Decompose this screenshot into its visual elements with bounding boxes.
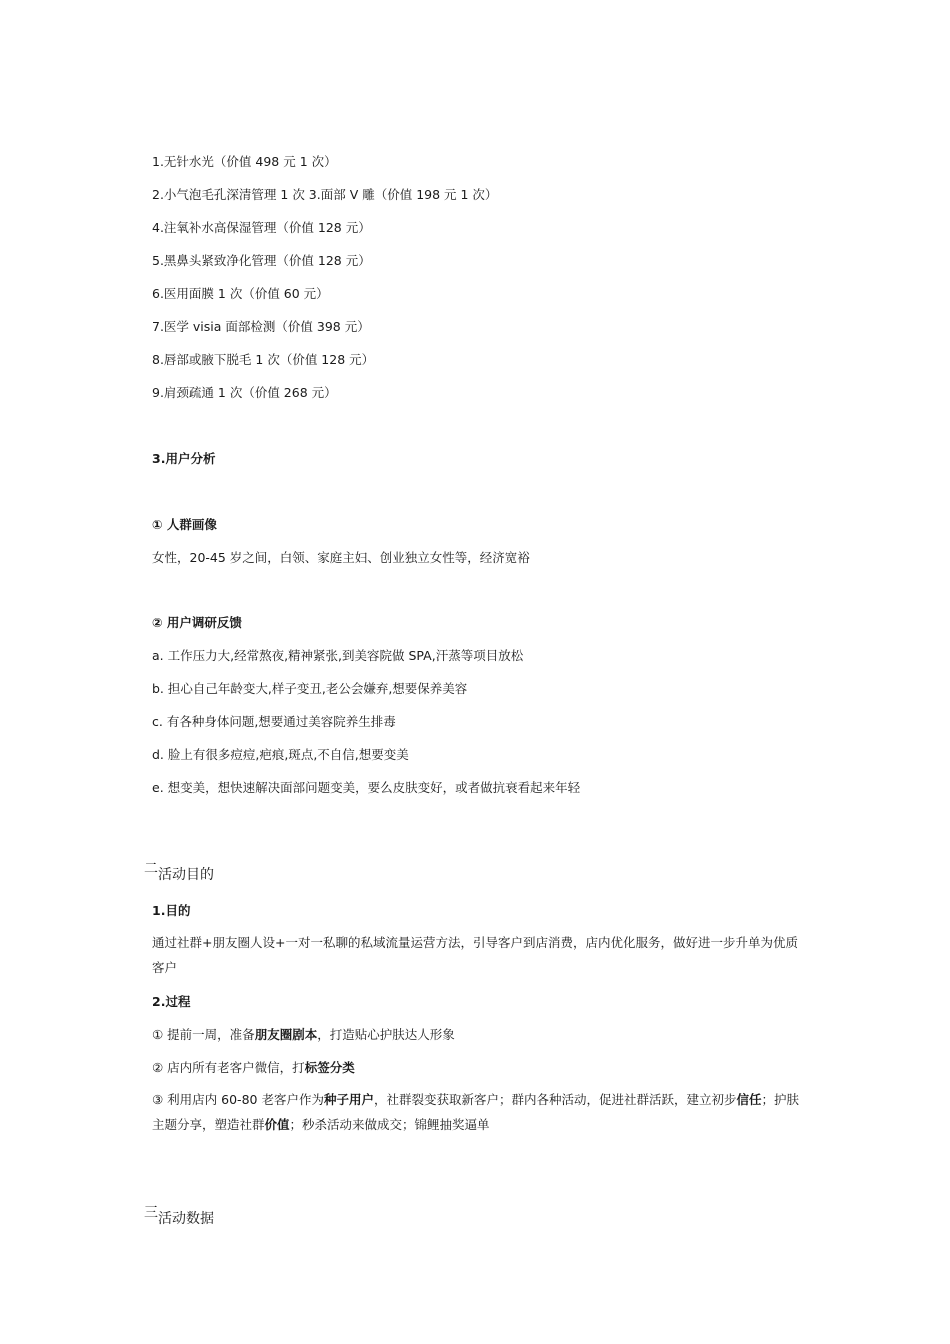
section-title: 活动目的 — [158, 867, 214, 883]
goal-title: 1.目的 — [152, 903, 191, 918]
item-8: 9.肩颈疏通 1 次（价值 268 元） — [152, 385, 337, 400]
feedback-item-e: e. 想变美，想快速解决面部问题变美，要么皮肤变好，或者做抗衰看起来年轻 — [152, 780, 581, 795]
feedback-item-a: a. 工作压力大,经常熬夜,精神紧张,到美容院做 SPA,汗蒸等项目放松 — [152, 648, 524, 663]
step1-text-end: ，打造贴心护肤达人形象 — [317, 1027, 455, 1042]
section-number: 三 — [144, 1205, 158, 1221]
step2-highlight: 标签分类 — [304, 1060, 355, 1075]
step3-text-e: ；护肤主题分享，塑造社群 — [152, 1092, 800, 1132]
step1-text: ① 提前一周，准备 — [152, 1027, 255, 1042]
item-1: 1.无针水光（价值 498 元 1 次） — [152, 154, 337, 169]
section-heading-3 — [144, 1205, 214, 1228]
portrait-text: 女性，20-45 岁之间，白领、家庭主妇、创业独立女性等，经济宽裕 — [152, 550, 530, 565]
section-number: 二 — [144, 861, 158, 877]
user-analysis-title: 3.用户分析 — [152, 451, 216, 466]
item-7: 8.唇部或腋下脱毛 1 次（价值 128 元） — [152, 352, 375, 367]
portrait-title: ① 人群画像 — [152, 517, 217, 532]
process-step-1 — [152, 1027, 455, 1043]
section-title: 活动数据 — [158, 1211, 214, 1227]
feedback-title: ② 用户调研反馈 — [152, 615, 242, 630]
goal-text: 通过社群+朋友圈人设+一对一私聊的私域流量运营方法，引导客户到店消费，店内优化服务，做好进一步升单为优质客户 — [152, 935, 798, 975]
item-6: 7.医学 visia 面部检测（价值 398 元） — [152, 319, 370, 334]
step3-text-g: ；秒杀活动来做成交；锦鲤抽奖逼单 — [289, 1117, 490, 1132]
step3-highlight-trust: 信任 — [736, 1092, 762, 1107]
feedback-item-d: d. 脸上有很多痘痘,疤痕,斑点,不自信,想要变美 — [152, 747, 409, 762]
process-step-3 — [152, 1087, 802, 1137]
feedback-item-c: c. 有各种身体问题,想要通过美容院养生排毒 — [152, 714, 396, 729]
step1-highlight: 朋友圈剧本 — [254, 1027, 318, 1042]
item-5: 6.医用面膜 1 次（价值 60 元） — [152, 286, 329, 301]
step3-highlight-value: 价值 — [264, 1117, 290, 1132]
item-4: 5.黑鼻头紧致净化管理（价值 128 元） — [152, 253, 371, 268]
step3-highlight-seed: 种子用户 — [323, 1092, 374, 1107]
section-heading-2 — [144, 861, 214, 884]
feedback-item-b: b. 担心自己年龄变大,样子变丑,老公会嫌弃,想要保养美容 — [152, 681, 468, 696]
step3-text-a: ③ 利用店内 60-80 老客户作为 — [152, 1092, 324, 1107]
step3-text-c: ，社群裂变获取新客户；群内各种活动，促进社群活跃，建立初步 — [373, 1092, 737, 1107]
item-3: 4.注氧补水高保湿管理（价值 128 元） — [152, 220, 371, 235]
process-step-2 — [152, 1060, 355, 1076]
step2-text: ② 店内所有老客户微信，打 — [152, 1060, 305, 1075]
item-2: 2.小气泡毛孔深清管理 1 次 3.面部 V 雕（价值 198 元 1 次） — [152, 187, 498, 202]
process-title: 2.过程 — [152, 994, 191, 1009]
